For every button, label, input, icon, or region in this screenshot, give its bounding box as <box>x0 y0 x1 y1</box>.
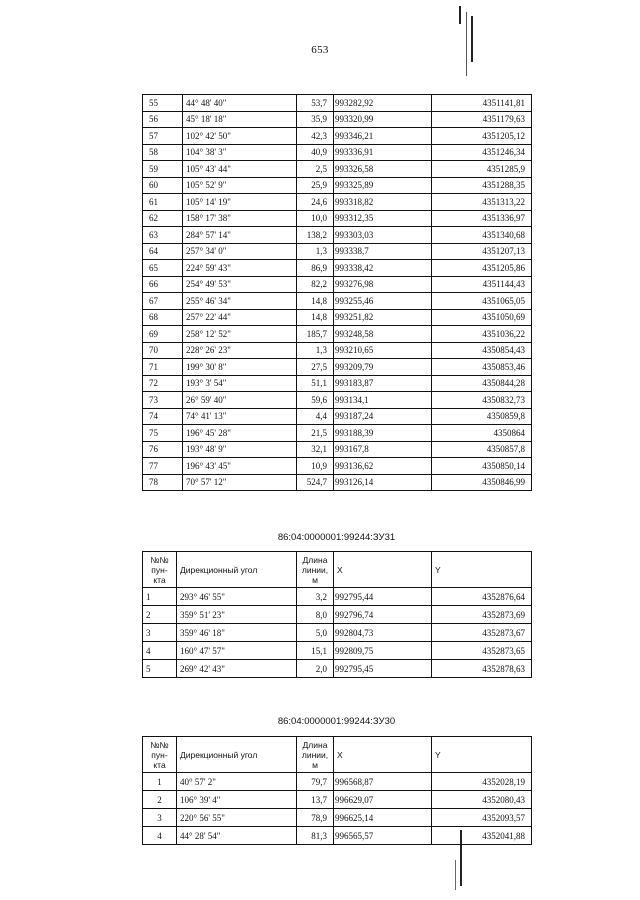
line-length-cell: 81,3 <box>297 827 334 845</box>
table-row <box>143 606 532 624</box>
x-coordinate-cell: 993336,91 <box>334 144 432 161</box>
point-number-cell: 1 <box>143 773 177 791</box>
table-row <box>143 177 532 194</box>
point-number-cell: 78 <box>143 474 183 491</box>
point-number-cell: 64 <box>143 243 183 260</box>
y-coordinate-cell: 4352873,69 <box>432 606 532 624</box>
direction-angle-cell: 254° 49' 53" <box>183 276 297 293</box>
direction-angle-cell: 269° 42' 43" <box>177 660 297 678</box>
x-coordinate-cell: 996565,57 <box>334 827 432 845</box>
line-length-cell: 185,7 <box>297 326 334 343</box>
line-length-cell: 1,3 <box>297 243 334 260</box>
line-length-cell: 14,8 <box>297 309 334 326</box>
section-title-zu31: 86:04:0000001:99244:ЗУ31 <box>277 532 396 543</box>
line-length-cell: 15,1 <box>297 642 334 660</box>
point-number-cell: 62 <box>143 210 183 227</box>
direction-angle-cell: 160° 47' 57" <box>177 642 297 660</box>
point-number-cell: 60 <box>143 177 183 194</box>
table-row <box>143 791 532 809</box>
y-coordinate-cell: 4351207,13 <box>432 243 532 260</box>
direction-angle-cell: 224° 59' 43" <box>183 260 297 277</box>
line-length-cell: 14,8 <box>297 293 334 310</box>
point-number-cell: 72 <box>143 375 183 392</box>
direction-angle-cell: 45° 18' 18" <box>183 111 297 128</box>
y-coordinate-cell: 4351288,35 <box>432 177 532 194</box>
table-row <box>143 624 532 642</box>
table-row <box>143 458 532 475</box>
line-length-cell: 2,5 <box>297 161 334 178</box>
table-row <box>143 359 532 376</box>
table-row <box>143 128 532 145</box>
direction-angle-cell: 258° 12' 52" <box>183 326 297 343</box>
x-coordinate-cell: 992804,73 <box>334 624 432 642</box>
table-row <box>143 326 532 343</box>
line-length-cell: 40,9 <box>297 144 334 161</box>
direction-angle-cell: 158° 17' 38" <box>183 210 297 227</box>
x-coordinate-cell: 993209,79 <box>334 359 432 376</box>
line-length-cell: 86,9 <box>297 260 334 277</box>
header-point-number: №№ пун- кта <box>143 737 177 773</box>
x-coordinate-cell: 993338,42 <box>334 260 432 277</box>
line-length-cell: 25,9 <box>297 177 334 194</box>
point-number-cell: 69 <box>143 326 183 343</box>
table-row <box>143 95 532 112</box>
point-number-cell: 1 <box>143 588 177 606</box>
direction-angle-cell: 193° 48' 9" <box>183 441 297 458</box>
x-coordinate-cell: 993318,82 <box>334 194 432 211</box>
table-row <box>143 809 532 827</box>
direction-angle-cell: 196° 45' 28" <box>183 425 297 442</box>
y-coordinate-cell: 4351205,12 <box>432 128 532 145</box>
direction-angle-cell: 105° 14' 19" <box>183 194 297 211</box>
table-row <box>143 309 532 326</box>
table-row <box>143 161 532 178</box>
y-coordinate-cell: 4352093,57 <box>432 809 532 827</box>
y-coordinate-cell: 4351179,63 <box>432 111 532 128</box>
direction-angle-cell: 193° 3' 54" <box>183 375 297 392</box>
y-coordinate-cell: 4350854,43 <box>432 342 532 359</box>
y-coordinate-cell: 4351340,68 <box>432 227 532 244</box>
direction-angle-cell: 44° 28' 54" <box>177 827 297 845</box>
table-row <box>143 827 532 845</box>
y-coordinate-cell: 4352873,67 <box>432 624 532 642</box>
direction-angle-cell: 199° 30' 8" <box>183 359 297 376</box>
line-length-cell: 4,4 <box>297 408 334 425</box>
x-coordinate-cell: 992795,44 <box>334 588 432 606</box>
line-length-cell: 79,7 <box>297 773 334 791</box>
table-row <box>143 441 532 458</box>
direction-angle-cell: 359° 46' 18" <box>177 624 297 642</box>
header-line-length: Длина линии, м <box>297 552 334 588</box>
point-number-cell: 68 <box>143 309 183 326</box>
direction-angle-cell: 44° 48' 40" <box>183 95 297 112</box>
table-row <box>143 260 532 277</box>
point-number-cell: 55 <box>143 95 183 112</box>
y-coordinate-cell: 4350859,8 <box>432 408 532 425</box>
zu30-table-body <box>143 773 532 845</box>
table-row <box>143 773 532 791</box>
direction-angle-cell: 284° 57' 14" <box>183 227 297 244</box>
x-coordinate-cell: 993167,8 <box>334 441 432 458</box>
y-coordinate-cell: 4351205,86 <box>432 260 532 277</box>
scan-mark <box>466 12 467 76</box>
table-row <box>143 408 532 425</box>
point-number-cell: 66 <box>143 276 183 293</box>
y-coordinate-cell: 4352041,88 <box>432 827 532 845</box>
x-coordinate-cell: 993255,46 <box>334 293 432 310</box>
y-coordinate-cell: 4350857,8 <box>432 441 532 458</box>
coordinates-table-zu31 <box>142 551 532 678</box>
line-length-cell: 82,2 <box>297 276 334 293</box>
line-length-cell: 21,5 <box>297 425 334 442</box>
point-number-cell: 71 <box>143 359 183 376</box>
x-coordinate-cell: 993326,58 <box>334 161 432 178</box>
direction-angle-cell: 26° 59' 40" <box>183 392 297 409</box>
table-row <box>143 474 532 491</box>
coordinates-table-main <box>142 94 532 491</box>
y-coordinate-cell: 4351313,22 <box>432 194 532 211</box>
line-length-cell: 35,9 <box>297 111 334 128</box>
line-length-cell: 24,6 <box>297 194 334 211</box>
y-coordinate-cell: 4350844,28 <box>432 375 532 392</box>
point-number-cell: 57 <box>143 128 183 145</box>
table-row <box>143 210 532 227</box>
line-length-cell: 10,0 <box>297 210 334 227</box>
direction-angle-cell: 257° 34' 0" <box>183 243 297 260</box>
header-line-length: Длина линии, м <box>297 737 334 773</box>
line-length-cell: 8,0 <box>297 606 334 624</box>
header-y: Y <box>432 737 532 773</box>
y-coordinate-cell: 4350846,99 <box>432 474 532 491</box>
x-coordinate-cell: 993325,89 <box>334 177 432 194</box>
direction-angle-cell: 359° 51' 23" <box>177 606 297 624</box>
direction-angle-cell: 293° 46' 55" <box>177 588 297 606</box>
x-coordinate-cell: 993303,03 <box>334 227 432 244</box>
point-number-cell: 77 <box>143 458 183 475</box>
line-length-cell: 2,0 <box>297 660 334 678</box>
x-coordinate-cell: 996629,07 <box>334 791 432 809</box>
line-length-cell: 3,2 <box>297 588 334 606</box>
x-coordinate-cell: 993248,58 <box>334 326 432 343</box>
x-coordinate-cell: 993134,1 <box>334 392 432 409</box>
y-coordinate-cell: 4350864 <box>432 425 532 442</box>
point-number-cell: 73 <box>143 392 183 409</box>
main-table-body <box>143 95 532 491</box>
line-length-cell: 138,2 <box>297 227 334 244</box>
y-coordinate-cell: 4351336,97 <box>432 210 532 227</box>
direction-angle-cell: 70° 57' 12" <box>183 474 297 491</box>
y-coordinate-cell: 4351144,43 <box>432 276 532 293</box>
point-number-cell: 65 <box>143 260 183 277</box>
x-coordinate-cell: 992796,74 <box>334 606 432 624</box>
header-x: X <box>334 737 432 773</box>
point-number-cell: 3 <box>143 809 177 827</box>
table-row <box>143 227 532 244</box>
coordinates-table-zu30 <box>142 736 532 845</box>
line-length-cell: 42,3 <box>297 128 334 145</box>
line-length-cell: 5,0 <box>297 624 334 642</box>
table-row <box>143 588 532 606</box>
table-row <box>143 144 532 161</box>
table-row <box>143 293 532 310</box>
header-point-number: №№ пун- кта <box>143 552 177 588</box>
y-coordinate-cell: 4352876,64 <box>432 588 532 606</box>
y-coordinate-cell: 4352878,63 <box>432 660 532 678</box>
header-direction-angle: Дирекционный угол <box>177 737 297 773</box>
x-coordinate-cell: 992809,75 <box>334 642 432 660</box>
direction-angle-cell: 105° 52' 9" <box>183 177 297 194</box>
direction-angle-cell: 106° 39' 4" <box>177 791 297 809</box>
table-row <box>143 425 532 442</box>
line-length-cell: 53,7 <box>297 95 334 112</box>
zu31-table-body <box>143 588 532 678</box>
point-number-cell: 76 <box>143 441 183 458</box>
line-length-cell: 1,3 <box>297 342 334 359</box>
x-coordinate-cell: 993188,39 <box>334 425 432 442</box>
y-coordinate-cell: 4351141,81 <box>432 95 532 112</box>
point-number-cell: 59 <box>143 161 183 178</box>
x-coordinate-cell: 993136,62 <box>334 458 432 475</box>
table-row <box>143 276 532 293</box>
x-coordinate-cell: 992795,45 <box>334 660 432 678</box>
y-coordinate-cell: 4351036,22 <box>432 326 532 343</box>
table-row <box>143 342 532 359</box>
point-number-cell: 70 <box>143 342 183 359</box>
page-number: 653 <box>311 44 329 56</box>
x-coordinate-cell: 993282,92 <box>334 95 432 112</box>
line-length-cell: 51,1 <box>297 375 334 392</box>
x-coordinate-cell: 996568,87 <box>334 773 432 791</box>
point-number-cell: 58 <box>143 144 183 161</box>
line-length-cell: 13,7 <box>297 791 334 809</box>
y-coordinate-cell: 4352080,43 <box>432 791 532 809</box>
point-number-cell: 5 <box>143 660 177 678</box>
direction-angle-cell: 104° 38' 3" <box>183 144 297 161</box>
direction-angle-cell: 40° 57' 2" <box>177 773 297 791</box>
y-coordinate-cell: 4350850,14 <box>432 458 532 475</box>
scan-mark <box>459 6 461 24</box>
line-length-cell: 78,9 <box>297 809 334 827</box>
point-number-cell: 75 <box>143 425 183 442</box>
table-row <box>143 243 532 260</box>
y-coordinate-cell: 4350832,73 <box>432 392 532 409</box>
x-coordinate-cell: 996625,14 <box>334 809 432 827</box>
direction-angle-cell: 74° 41' 13" <box>183 408 297 425</box>
table-row <box>143 642 532 660</box>
point-number-cell: 74 <box>143 408 183 425</box>
x-coordinate-cell: 993126,14 <box>334 474 432 491</box>
line-length-cell: 32,1 <box>297 441 334 458</box>
table-row <box>143 375 532 392</box>
direction-angle-cell: 228° 26' 23" <box>183 342 297 359</box>
point-number-cell: 61 <box>143 194 183 211</box>
point-number-cell: 4 <box>143 827 177 845</box>
y-coordinate-cell: 4351065,05 <box>432 293 532 310</box>
x-coordinate-cell: 993320,99 <box>334 111 432 128</box>
y-coordinate-cell: 4352873,65 <box>432 642 532 660</box>
y-coordinate-cell: 4350853,46 <box>432 359 532 376</box>
point-number-cell: 56 <box>143 111 183 128</box>
line-length-cell: 27,5 <box>297 359 334 376</box>
x-coordinate-cell: 993312,35 <box>334 210 432 227</box>
scan-mark <box>471 16 473 62</box>
scan-mark <box>455 860 456 890</box>
direction-angle-cell: 255° 46' 34" <box>183 293 297 310</box>
table-row <box>143 392 532 409</box>
line-length-cell: 524,7 <box>297 474 334 491</box>
x-coordinate-cell: 993183,87 <box>334 375 432 392</box>
direction-angle-cell: 105° 43' 44" <box>183 161 297 178</box>
y-coordinate-cell: 4352028,19 <box>432 773 532 791</box>
section-title-zu30: 86:04:0000001:99244:ЗУ30 <box>277 716 396 727</box>
point-number-cell: 4 <box>143 642 177 660</box>
x-coordinate-cell: 993338,7 <box>334 243 432 260</box>
table-row <box>143 660 532 678</box>
x-coordinate-cell: 993251,82 <box>334 309 432 326</box>
header-x: X <box>334 552 432 588</box>
x-coordinate-cell: 993276,98 <box>334 276 432 293</box>
y-coordinate-cell: 4351050,69 <box>432 309 532 326</box>
line-length-cell: 59,6 <box>297 392 334 409</box>
direction-angle-cell: 196° 43' 45" <box>183 458 297 475</box>
direction-angle-cell: 102° 42' 50" <box>183 128 297 145</box>
x-coordinate-cell: 993346,21 <box>334 128 432 145</box>
direction-angle-cell: 257° 22' 44" <box>183 309 297 326</box>
y-coordinate-cell: 4351285,9 <box>432 161 532 178</box>
line-length-cell: 10,9 <box>297 458 334 475</box>
point-number-cell: 63 <box>143 227 183 244</box>
header-direction-angle: Дирекционный угол <box>177 552 297 588</box>
x-coordinate-cell: 993210,65 <box>334 342 432 359</box>
x-coordinate-cell: 993187,24 <box>334 408 432 425</box>
point-number-cell: 2 <box>143 606 177 624</box>
table-row <box>143 111 532 128</box>
header-y: Y <box>432 552 532 588</box>
table-row <box>143 194 532 211</box>
y-coordinate-cell: 4351246,34 <box>432 144 532 161</box>
direction-angle-cell: 220° 56' 55" <box>177 809 297 827</box>
point-number-cell: 67 <box>143 293 183 310</box>
point-number-cell: 3 <box>143 624 177 642</box>
point-number-cell: 2 <box>143 791 177 809</box>
